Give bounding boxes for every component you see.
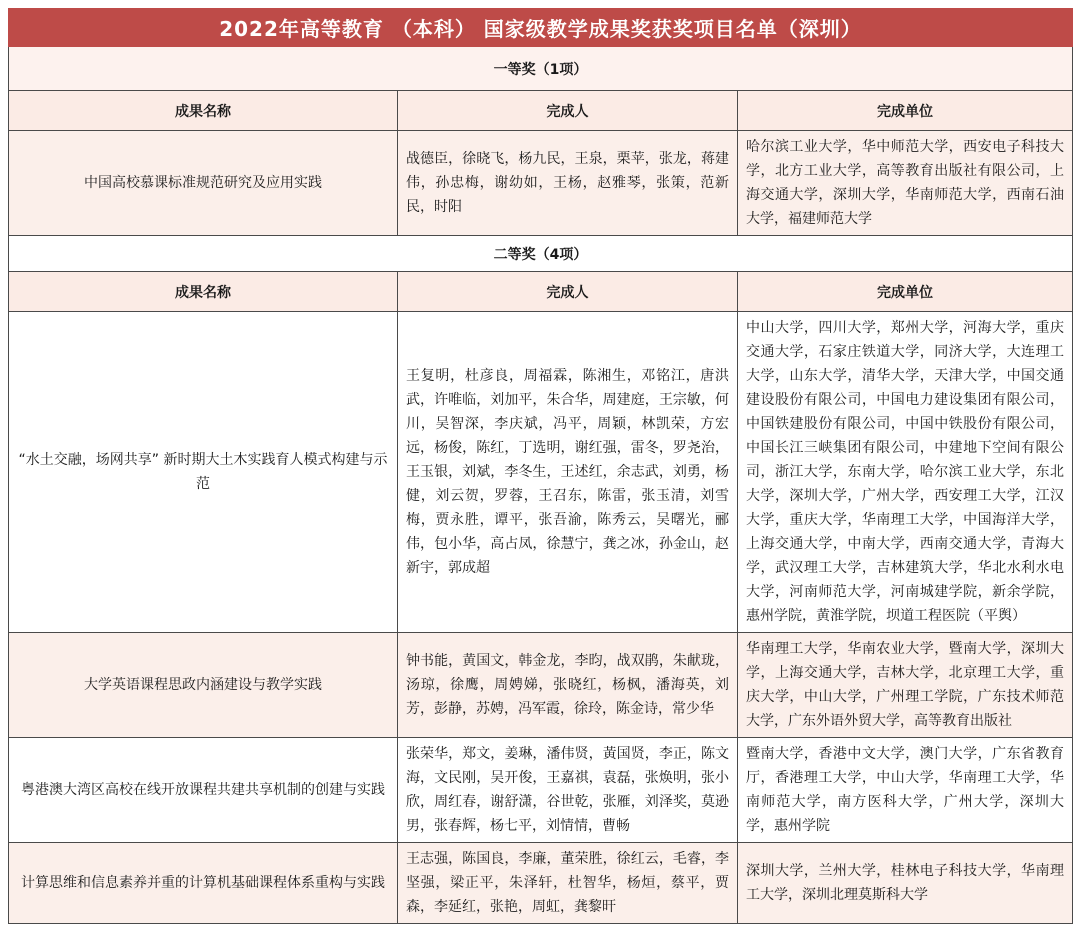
- column-header-achievement-name: 成果名称: [9, 91, 398, 131]
- achievement-name: 计算思维和信息素养并重的计算机基础课程体系重构与实践: [9, 843, 398, 924]
- table-row: [9, 9, 1073, 47]
- completing-units: 哈尔滨工业大学，华中师范大学，西安电子科技大学，北方工业大学，高等教育出版社有限公司，上海交通大学，深圳大学，华南师范大学，西南石油大学，福建师范大学: [738, 131, 1073, 236]
- contributors: 王复明，杜彦良，周福霖，陈湘生，邓铭江，唐洪武，许唯临，刘加平，朱合华，周建庭，王宗敏，何川，吴智深，李庆斌，冯平，周颖，林凯荣，方宏远，杨俊，陈红，丁选明，谢红强，雷冬，罗尧治，王玉银，刘斌，李冬生，王述红，余志武，刘勇，杨健，刘云贺，罗蓉，王召东，陈雷，张玉清，刘雪梅，贾永胜，谭平，张吾渝，陈秀云，吴曙光，郦伟，包小华，高占凤，徐慧宁，龚之冰，孙金山，赵新宇，郭成超: [398, 312, 738, 633]
- column-header-achievement-name: 成果名称: [9, 272, 398, 312]
- table-row: [9, 91, 1073, 131]
- achievement-name: 中国高校慕课标准规范研究及应用实践: [9, 131, 398, 236]
- awards-table: [8, 8, 1073, 924]
- column-header-units: 完成单位: [738, 272, 1073, 312]
- column-header-units: 完成单位: [738, 91, 1073, 131]
- completing-units: 深圳大学，兰州大学，桂林电子科技大学，华南理工大学，深圳北理莫斯科大学: [738, 843, 1073, 924]
- contributors: 张荣华，郑文，姜琳，潘伟贤，黃国贤，李正，陈文海，文民刚，吴开俊，王嘉祺，袁磊，张焕明，张小欣，周红春，谢舒潇，谷世乾，张雁，刘泽奖，莫逊男，张春辉，杨七平，刘情情，曹畅: [398, 738, 738, 843]
- table-row: [9, 843, 1073, 924]
- table-row: [9, 272, 1073, 312]
- achievement-name: 粤港澳大湾区高校在线开放课程共建共享机制的创建与实践: [9, 738, 398, 843]
- table-row: [9, 633, 1073, 738]
- contributors: 战德臣，徐晓飞，杨九民，王泉，栗苹，张龙，蒋建伟，孙忠梅，谢幼如，王杨，赵雅琴，张策，范新民，时阳: [398, 131, 738, 236]
- column-header-contributors: 完成人: [398, 272, 738, 312]
- table-row: [9, 131, 1073, 236]
- page-title: 2022年高等教育 （本科） 国家级教学成果奖获奖项目名单（深圳）: [9, 9, 1073, 47]
- table-row: [9, 47, 1073, 91]
- section-header-first-prize: 一等奖（1项）: [9, 47, 1073, 91]
- completing-units: 华南理工大学，华南农业大学，暨南大学，深圳大学，上海交通大学，吉林大学，北京理工大学，重庆大学，中山大学，广州理工学院，广东技术师范大学，广东外语外贸大学，高等教育出版社: [738, 633, 1073, 738]
- section-header-second-prize: 二等奖（4项）: [9, 236, 1073, 272]
- table-row: [9, 312, 1073, 633]
- table-row: [9, 236, 1073, 272]
- achievement-name: 大学英语课程思政内涵建设与教学实践: [9, 633, 398, 738]
- completing-units: 中山大学，四川大学，郑州大学，河海大学，重庆交通大学，石家庄铁道大学，同济大学，大连理工大学，山东大学，清华大学，天津大学，中国交通建设股份有限公司，中国电力建设集团有限公司，中国铁建股份有限公司，中国中铁股份有限公司，中国长江三峡集团有限公司，中建地下空间有限公司，浙江大学，东南大学，哈尔滨工业大学，东北大学，深圳大学，广州大学，西安理工大学，江汉大学，重庆大学，华南理工大学，中国海洋大学，上海交通大学，中南大学，西南交通大学，青海大学，武汉理工大学，吉林建筑大学，华北水利水电大学，河南师范大学，河南城建学院，新余学院，惠州学院，黄淮学院，坝道工程医院（平舆）: [738, 312, 1073, 633]
- table-row: [9, 738, 1073, 843]
- contributors: 钟书能，黄国文，韩金龙，李昀，战双鹃，朱献珑，汤琼，徐鹰，周娉娣，张晓红，杨枫，潘海英，刘芳，彭静，苏娉，冯军霞，徐玲，陈金诗，常少华: [398, 633, 738, 738]
- column-header-contributors: 完成人: [398, 91, 738, 131]
- contributors: 王志强，陈国良，李廉，董荣胜，徐红云，毛睿，李坚强，梁正平，朱泽轩，杜智华，杨烜，蔡平，贾森，李延红，张艳，周虹，龚黎旰: [398, 843, 738, 924]
- achievement-name: “水土交融，场网共享” 新时期大土木实践育人模式构建与示范: [9, 312, 398, 633]
- completing-units: 暨南大学，香港中文大学，澳门大学，广东省教育厅，香港理工大学，中山大学，华南理工大学，华南师范大学，南方医科大学，广州大学，深圳大学，惠州学院: [738, 738, 1073, 843]
